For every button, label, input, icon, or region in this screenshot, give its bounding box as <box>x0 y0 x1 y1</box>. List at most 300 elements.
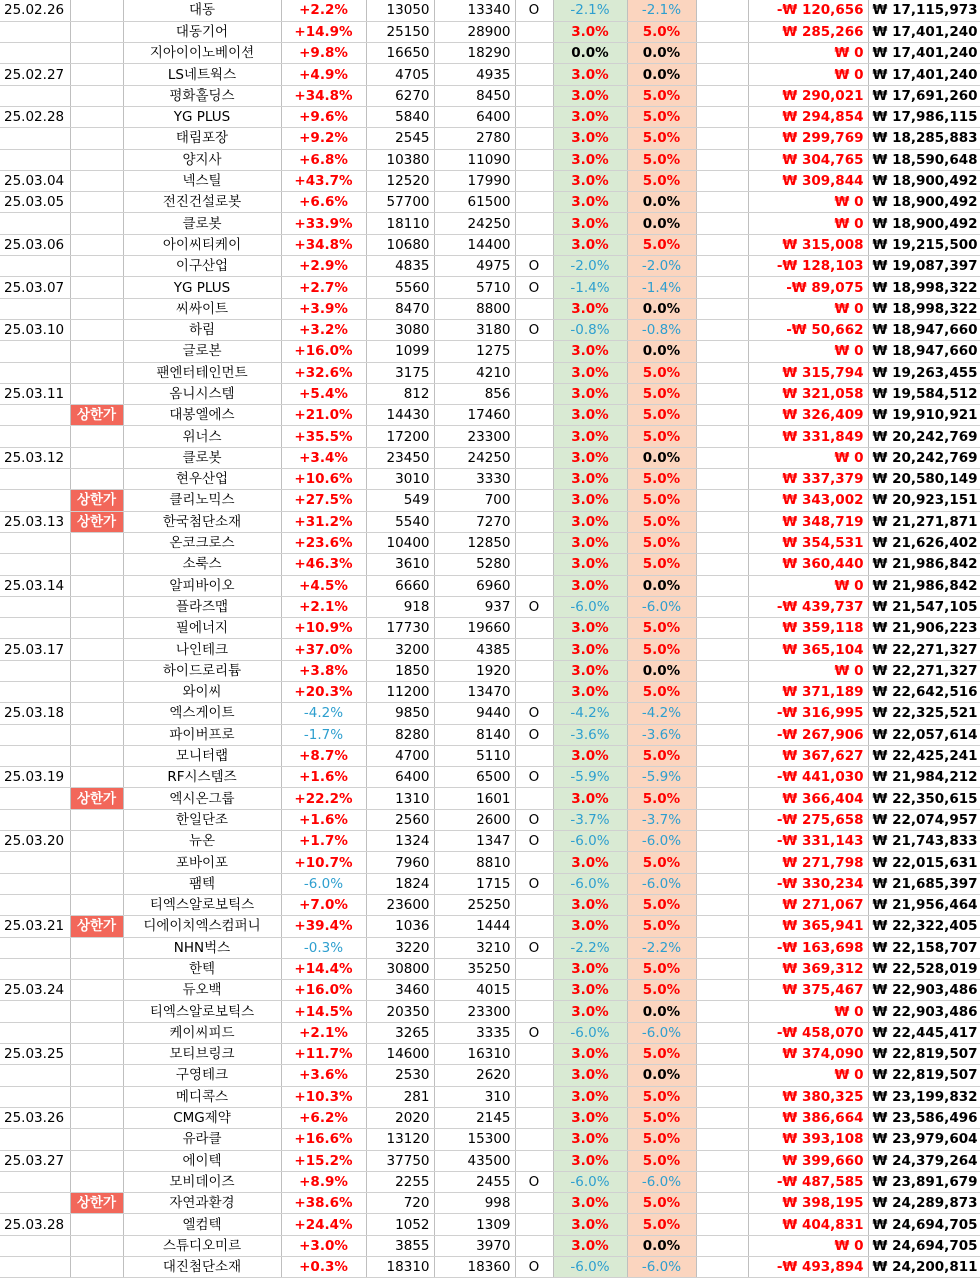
return-primary: 3.0% <box>553 234 627 255</box>
trade-date: 25.03.26 <box>0 1107 70 1128</box>
sell-price: 937 <box>434 596 515 617</box>
profit-loss: ₩ 331,849 <box>748 426 868 447</box>
return-secondary: 5.0% <box>627 639 696 660</box>
price-change: +2.1% <box>281 596 366 617</box>
stock-name: 모비데이즈 <box>123 1171 281 1192</box>
buy-price: 18110 <box>366 213 434 234</box>
spacer-cell <box>696 426 748 447</box>
return-primary: 3.0% <box>553 980 627 1001</box>
upper-limit-badge <box>70 106 123 127</box>
buy-price: 3220 <box>366 937 434 958</box>
table-row <box>0 745 980 766</box>
account-balance: ₩ 22,271,327 <box>868 639 980 660</box>
return-primary: 3.0% <box>553 554 627 575</box>
sell-price: 1347 <box>434 831 515 852</box>
table-row <box>0 873 980 894</box>
buy-price: 57700 <box>366 192 434 213</box>
account-balance: ₩ 22,528,019 <box>868 958 980 979</box>
spacer-cell <box>696 958 748 979</box>
stop-mark <box>515 128 553 149</box>
sell-price: 16310 <box>434 1044 515 1065</box>
account-balance: ₩ 21,906,223 <box>868 618 980 639</box>
stop-mark <box>515 234 553 255</box>
profit-loss: ₩ 365,104 <box>748 639 868 660</box>
upper-limit-badge <box>70 1129 123 1150</box>
return-secondary: 5.0% <box>627 745 696 766</box>
stop-mark: O <box>515 724 553 745</box>
return-primary: -5.9% <box>553 767 627 788</box>
profit-loss: ₩ 315,008 <box>748 234 868 255</box>
buy-price: 5540 <box>366 511 434 532</box>
price-change: +46.3% <box>281 554 366 575</box>
buy-price: 1324 <box>366 831 434 852</box>
sell-price: 5710 <box>434 277 515 298</box>
stop-mark <box>515 682 553 703</box>
spacer-cell <box>696 618 748 639</box>
price-change: +7.0% <box>281 894 366 915</box>
upper-limit-badge <box>70 256 123 277</box>
sell-price: 17990 <box>434 170 515 191</box>
stop-mark <box>515 1150 553 1171</box>
trade-date: 25.03.18 <box>0 703 70 724</box>
stock-name: 티엑스알로보틱스 <box>123 894 281 915</box>
stop-mark <box>515 1193 553 1214</box>
stop-mark <box>515 554 553 575</box>
price-change: +3.8% <box>281 660 366 681</box>
return-secondary: 5.0% <box>627 1086 696 1107</box>
table-row <box>0 1193 980 1214</box>
return-primary: -6.0% <box>553 1257 627 1278</box>
upper-limit-badge <box>70 426 123 447</box>
spacer-cell <box>696 660 748 681</box>
upper-limit-badge <box>70 447 123 468</box>
return-primary: -1.4% <box>553 277 627 298</box>
price-change: +11.7% <box>281 1044 366 1065</box>
table-row <box>0 0 980 21</box>
stock-name: 에이텍 <box>123 1150 281 1171</box>
return-primary: 3.0% <box>553 916 627 937</box>
return-secondary: -6.0% <box>627 1171 696 1192</box>
table-row <box>0 1022 980 1043</box>
sell-price: 8450 <box>434 85 515 106</box>
spacer-cell <box>696 788 748 809</box>
stop-mark <box>515 1086 553 1107</box>
price-change: +14.9% <box>281 21 366 42</box>
upper-limit-badge <box>70 21 123 42</box>
stock-name: 이구산업 <box>123 256 281 277</box>
trade-date <box>0 1193 70 1214</box>
buy-price: 2255 <box>366 1171 434 1192</box>
trade-date: 25.03.06 <box>0 234 70 255</box>
return-secondary: 5.0% <box>627 405 696 426</box>
account-balance: ₩ 18,900,492 <box>868 170 980 191</box>
return-primary: 3.0% <box>553 639 627 660</box>
price-change: +31.2% <box>281 511 366 532</box>
stop-mark <box>515 1214 553 1235</box>
return-primary: -3.7% <box>553 809 627 830</box>
buy-price: 20350 <box>366 1001 434 1022</box>
spacer-cell <box>696 1086 748 1107</box>
sell-price: 6500 <box>434 767 515 788</box>
account-balance: ₩ 24,200,811 <box>868 1257 980 1278</box>
return-primary: 3.0% <box>553 426 627 447</box>
account-balance: ₩ 23,199,832 <box>868 1086 980 1107</box>
profit-loss: -₩ 267,906 <box>748 724 868 745</box>
upper-limit-badge <box>70 170 123 191</box>
return-primary: 3.0% <box>553 447 627 468</box>
return-secondary: 0.0% <box>627 64 696 85</box>
spacer-cell <box>696 1171 748 1192</box>
sell-price: 310 <box>434 1086 515 1107</box>
spacer-cell <box>696 1214 748 1235</box>
buy-price: 23600 <box>366 894 434 915</box>
return-primary: 3.0% <box>553 383 627 404</box>
account-balance: ₩ 23,586,496 <box>868 1107 980 1128</box>
profit-loss: ₩ 0 <box>748 298 868 319</box>
upper-limit-badge <box>70 682 123 703</box>
stop-mark <box>515 852 553 873</box>
buy-price: 7960 <box>366 852 434 873</box>
trade-date: 25.03.27 <box>0 1150 70 1171</box>
upper-limit-badge <box>70 596 123 617</box>
stop-mark: O <box>515 596 553 617</box>
profit-loss: ₩ 271,798 <box>748 852 868 873</box>
price-change: +1.6% <box>281 809 366 830</box>
return-primary: 3.0% <box>553 1214 627 1235</box>
price-change: +0.3% <box>281 1257 366 1278</box>
table-row <box>0 1065 980 1086</box>
return-secondary: 0.0% <box>627 1001 696 1022</box>
upper-limit-badge <box>70 192 123 213</box>
upper-limit-badge <box>70 1086 123 1107</box>
price-change: +33.9% <box>281 213 366 234</box>
account-balance: ₩ 22,322,405 <box>868 916 980 937</box>
price-change: +2.9% <box>281 256 366 277</box>
stock-name: 플라즈맵 <box>123 596 281 617</box>
buy-price: 3175 <box>366 362 434 383</box>
buy-price: 3010 <box>366 469 434 490</box>
buy-price: 10680 <box>366 234 434 255</box>
sell-price: 7270 <box>434 511 515 532</box>
stop-mark <box>515 788 553 809</box>
spacer-cell <box>696 490 748 511</box>
return-secondary: 5.0% <box>627 1214 696 1235</box>
account-balance: ₩ 19,584,512 <box>868 383 980 404</box>
return-secondary: 5.0% <box>627 852 696 873</box>
profit-loss: -₩ 331,143 <box>748 831 868 852</box>
stop-mark: O <box>515 256 553 277</box>
profit-loss: -₩ 316,995 <box>748 703 868 724</box>
stock-name: 대봉엘에스 <box>123 405 281 426</box>
return-primary: 3.0% <box>553 1044 627 1065</box>
trade-date <box>0 1235 70 1256</box>
stop-mark: O <box>515 873 553 894</box>
stock-name: 한일단조 <box>123 809 281 830</box>
profit-loss: ₩ 0 <box>748 1235 868 1256</box>
return-secondary: -3.7% <box>627 809 696 830</box>
stop-mark <box>515 192 553 213</box>
upper-limit-badge <box>70 1235 123 1256</box>
price-change: +2.7% <box>281 277 366 298</box>
spacer-cell <box>696 511 748 532</box>
profit-loss: ₩ 348,719 <box>748 511 868 532</box>
upper-limit-badge <box>70 1257 123 1278</box>
stock-name: 알피바이오 <box>123 575 281 596</box>
stop-mark <box>515 1001 553 1022</box>
buy-price: 8280 <box>366 724 434 745</box>
profit-loss: ₩ 374,090 <box>748 1044 868 1065</box>
trade-date <box>0 341 70 362</box>
spacer-cell <box>696 916 748 937</box>
stock-name: 엑스게이트 <box>123 703 281 724</box>
stock-name: 소룩스 <box>123 554 281 575</box>
profit-loss: ₩ 367,627 <box>748 745 868 766</box>
return-primary: -6.0% <box>553 1022 627 1043</box>
account-balance: ₩ 18,900,492 <box>868 213 980 234</box>
spacer-cell <box>696 1235 748 1256</box>
stop-mark <box>515 1235 553 1256</box>
price-change: +9.2% <box>281 128 366 149</box>
account-balance: ₩ 23,979,604 <box>868 1129 980 1150</box>
trade-date: 25.03.19 <box>0 767 70 788</box>
return-primary: 3.0% <box>553 128 627 149</box>
sell-price: 3330 <box>434 469 515 490</box>
stop-mark <box>515 341 553 362</box>
stock-name: 클로봇 <box>123 213 281 234</box>
trade-date: 25.03.21 <box>0 916 70 937</box>
sell-price: 5280 <box>434 554 515 575</box>
price-change: +2.2% <box>281 0 366 21</box>
account-balance: ₩ 21,984,212 <box>868 767 980 788</box>
trade-date: 25.02.28 <box>0 106 70 127</box>
account-balance: ₩ 18,947,660 <box>868 319 980 340</box>
stop-mark <box>515 170 553 191</box>
sell-price: 3335 <box>434 1022 515 1043</box>
trade-date <box>0 1001 70 1022</box>
buy-price: 3265 <box>366 1022 434 1043</box>
stop-mark <box>515 362 553 383</box>
buy-price: 918 <box>366 596 434 617</box>
return-primary: -2.2% <box>553 937 627 958</box>
account-balance: ₩ 22,350,615 <box>868 788 980 809</box>
profit-loss: ₩ 321,058 <box>748 383 868 404</box>
profit-loss: ₩ 326,409 <box>748 405 868 426</box>
trade-date <box>0 256 70 277</box>
return-secondary: -6.0% <box>627 831 696 852</box>
price-change: -4.2% <box>281 703 366 724</box>
sell-price: 43500 <box>434 1150 515 1171</box>
account-balance: ₩ 18,998,322 <box>868 298 980 319</box>
stock-name: 클로봇 <box>123 447 281 468</box>
account-balance: ₩ 17,115,973 <box>868 0 980 21</box>
profit-loss: ₩ 0 <box>748 1065 868 1086</box>
spacer-cell <box>696 1129 748 1150</box>
price-change: +4.9% <box>281 64 366 85</box>
trade-date: 25.03.28 <box>0 1214 70 1235</box>
upper-limit-badge: 상한가 <box>70 788 123 809</box>
spacer-cell <box>696 1150 748 1171</box>
table-row <box>0 1086 980 1107</box>
stock-name: 필에너지 <box>123 618 281 639</box>
stock-name: 메디콕스 <box>123 1086 281 1107</box>
table-row <box>0 149 980 170</box>
stop-mark: O <box>515 1171 553 1192</box>
sell-price: 2145 <box>434 1107 515 1128</box>
spacer-cell <box>696 170 748 191</box>
upper-limit-badge <box>70 894 123 915</box>
upper-limit-badge <box>70 724 123 745</box>
buy-price: 3460 <box>366 980 434 1001</box>
price-change: +4.5% <box>281 575 366 596</box>
return-secondary: 5.0% <box>627 1107 696 1128</box>
buy-price: 17200 <box>366 426 434 447</box>
return-primary: 3.0% <box>553 1065 627 1086</box>
buy-price: 3080 <box>366 319 434 340</box>
account-balance: ₩ 18,998,322 <box>868 277 980 298</box>
upper-limit-badge: 상한가 <box>70 490 123 511</box>
sell-price: 15300 <box>434 1129 515 1150</box>
spacer-cell <box>696 809 748 830</box>
stop-mark: O <box>515 703 553 724</box>
profit-loss: ₩ 404,831 <box>748 1214 868 1235</box>
spacer-cell <box>696 894 748 915</box>
table-row <box>0 724 980 745</box>
table-row <box>0 788 980 809</box>
upper-limit-badge <box>70 618 123 639</box>
return-secondary: 5.0% <box>627 149 696 170</box>
buy-price: 23450 <box>366 447 434 468</box>
return-secondary: 0.0% <box>627 298 696 319</box>
return-secondary: 0.0% <box>627 660 696 681</box>
return-primary: 3.0% <box>553 64 627 85</box>
sell-price: 4385 <box>434 639 515 660</box>
return-secondary: 5.0% <box>627 383 696 404</box>
sell-price: 3210 <box>434 937 515 958</box>
table-row <box>0 447 980 468</box>
sell-price: 2600 <box>434 809 515 830</box>
upper-limit-badge <box>70 383 123 404</box>
account-balance: ₩ 19,215,500 <box>868 234 980 255</box>
profit-loss: ₩ 386,664 <box>748 1107 868 1128</box>
return-secondary: 5.0% <box>627 682 696 703</box>
price-change: +3.9% <box>281 298 366 319</box>
price-change: -6.0% <box>281 873 366 894</box>
sell-price: 3970 <box>434 1235 515 1256</box>
stop-mark <box>515 1107 553 1128</box>
sell-price: 28900 <box>434 21 515 42</box>
buy-price: 1824 <box>366 873 434 894</box>
price-change: +38.6% <box>281 1193 366 1214</box>
sell-price: 23300 <box>434 426 515 447</box>
upper-limit-badge <box>70 937 123 958</box>
upper-limit-badge <box>70 298 123 319</box>
account-balance: ₩ 22,819,507 <box>868 1065 980 1086</box>
price-change: +6.6% <box>281 192 366 213</box>
trade-date: 25.03.17 <box>0 639 70 660</box>
table-row <box>0 618 980 639</box>
spacer-cell <box>696 469 748 490</box>
stock-name: 양지사 <box>123 149 281 170</box>
account-balance: ₩ 22,158,707 <box>868 937 980 958</box>
return-primary: 3.0% <box>553 1129 627 1150</box>
return-primary: -6.0% <box>553 873 627 894</box>
trade-date <box>0 490 70 511</box>
upper-limit-badge <box>70 575 123 596</box>
account-balance: ₩ 22,819,507 <box>868 1044 980 1065</box>
table-row <box>0 43 980 64</box>
buy-price: 10400 <box>366 532 434 553</box>
stock-name: 대동기어 <box>123 21 281 42</box>
profit-loss: ₩ 359,118 <box>748 618 868 639</box>
upper-limit-badge <box>70 852 123 873</box>
stock-name: 파이버프로 <box>123 724 281 745</box>
table-row <box>0 703 980 724</box>
trade-date <box>0 532 70 553</box>
upper-limit-badge <box>70 809 123 830</box>
account-balance: ₩ 17,401,240 <box>868 21 980 42</box>
stop-mark: O <box>515 767 553 788</box>
stock-name: 포바이포 <box>123 852 281 873</box>
upper-limit-badge <box>70 469 123 490</box>
stock-name: 지아이이노베이션 <box>123 43 281 64</box>
trade-date <box>0 1171 70 1192</box>
spacer-cell <box>696 1044 748 1065</box>
spacer-cell <box>696 0 748 21</box>
return-primary: 3.0% <box>553 788 627 809</box>
price-change: +8.9% <box>281 1171 366 1192</box>
buy-price: 37750 <box>366 1150 434 1171</box>
price-change: +16.6% <box>281 1129 366 1150</box>
spacer-cell <box>696 596 748 617</box>
buy-price: 1052 <box>366 1214 434 1235</box>
stop-mark: O <box>515 831 553 852</box>
return-secondary: -2.0% <box>627 256 696 277</box>
buy-price: 1099 <box>366 341 434 362</box>
stop-mark <box>515 894 553 915</box>
return-primary: 3.0% <box>553 1107 627 1128</box>
table-row <box>0 894 980 915</box>
sell-price: 8800 <box>434 298 515 319</box>
profit-loss: ₩ 0 <box>748 43 868 64</box>
table-row <box>0 852 980 873</box>
stock-name: 씨싸이트 <box>123 298 281 319</box>
spacer-cell <box>696 703 748 724</box>
stock-name: 엑시온그룹 <box>123 788 281 809</box>
profit-loss: ₩ 290,021 <box>748 85 868 106</box>
return-secondary: -6.0% <box>627 1022 696 1043</box>
profit-loss: ₩ 398,195 <box>748 1193 868 1214</box>
price-change: +43.7% <box>281 170 366 191</box>
return-primary: -6.0% <box>553 1171 627 1192</box>
sell-price: 19660 <box>434 618 515 639</box>
return-secondary: -2.1% <box>627 0 696 21</box>
trade-date <box>0 85 70 106</box>
trade-date <box>0 894 70 915</box>
account-balance: ₩ 17,986,115 <box>868 106 980 127</box>
return-secondary: 5.0% <box>627 128 696 149</box>
sell-price: 13340 <box>434 0 515 21</box>
trade-date <box>0 1257 70 1278</box>
stock-name: 하림 <box>123 319 281 340</box>
profit-loss: -₩ 89,075 <box>748 277 868 298</box>
trade-date: 25.03.07 <box>0 277 70 298</box>
buy-price: 18310 <box>366 1257 434 1278</box>
return-secondary: 5.0% <box>627 170 696 191</box>
stock-name: 티엑스알로보틱스 <box>123 1001 281 1022</box>
upper-limit-badge <box>70 128 123 149</box>
return-primary: 3.0% <box>553 1193 627 1214</box>
stock-name: 아이씨티케이 <box>123 234 281 255</box>
